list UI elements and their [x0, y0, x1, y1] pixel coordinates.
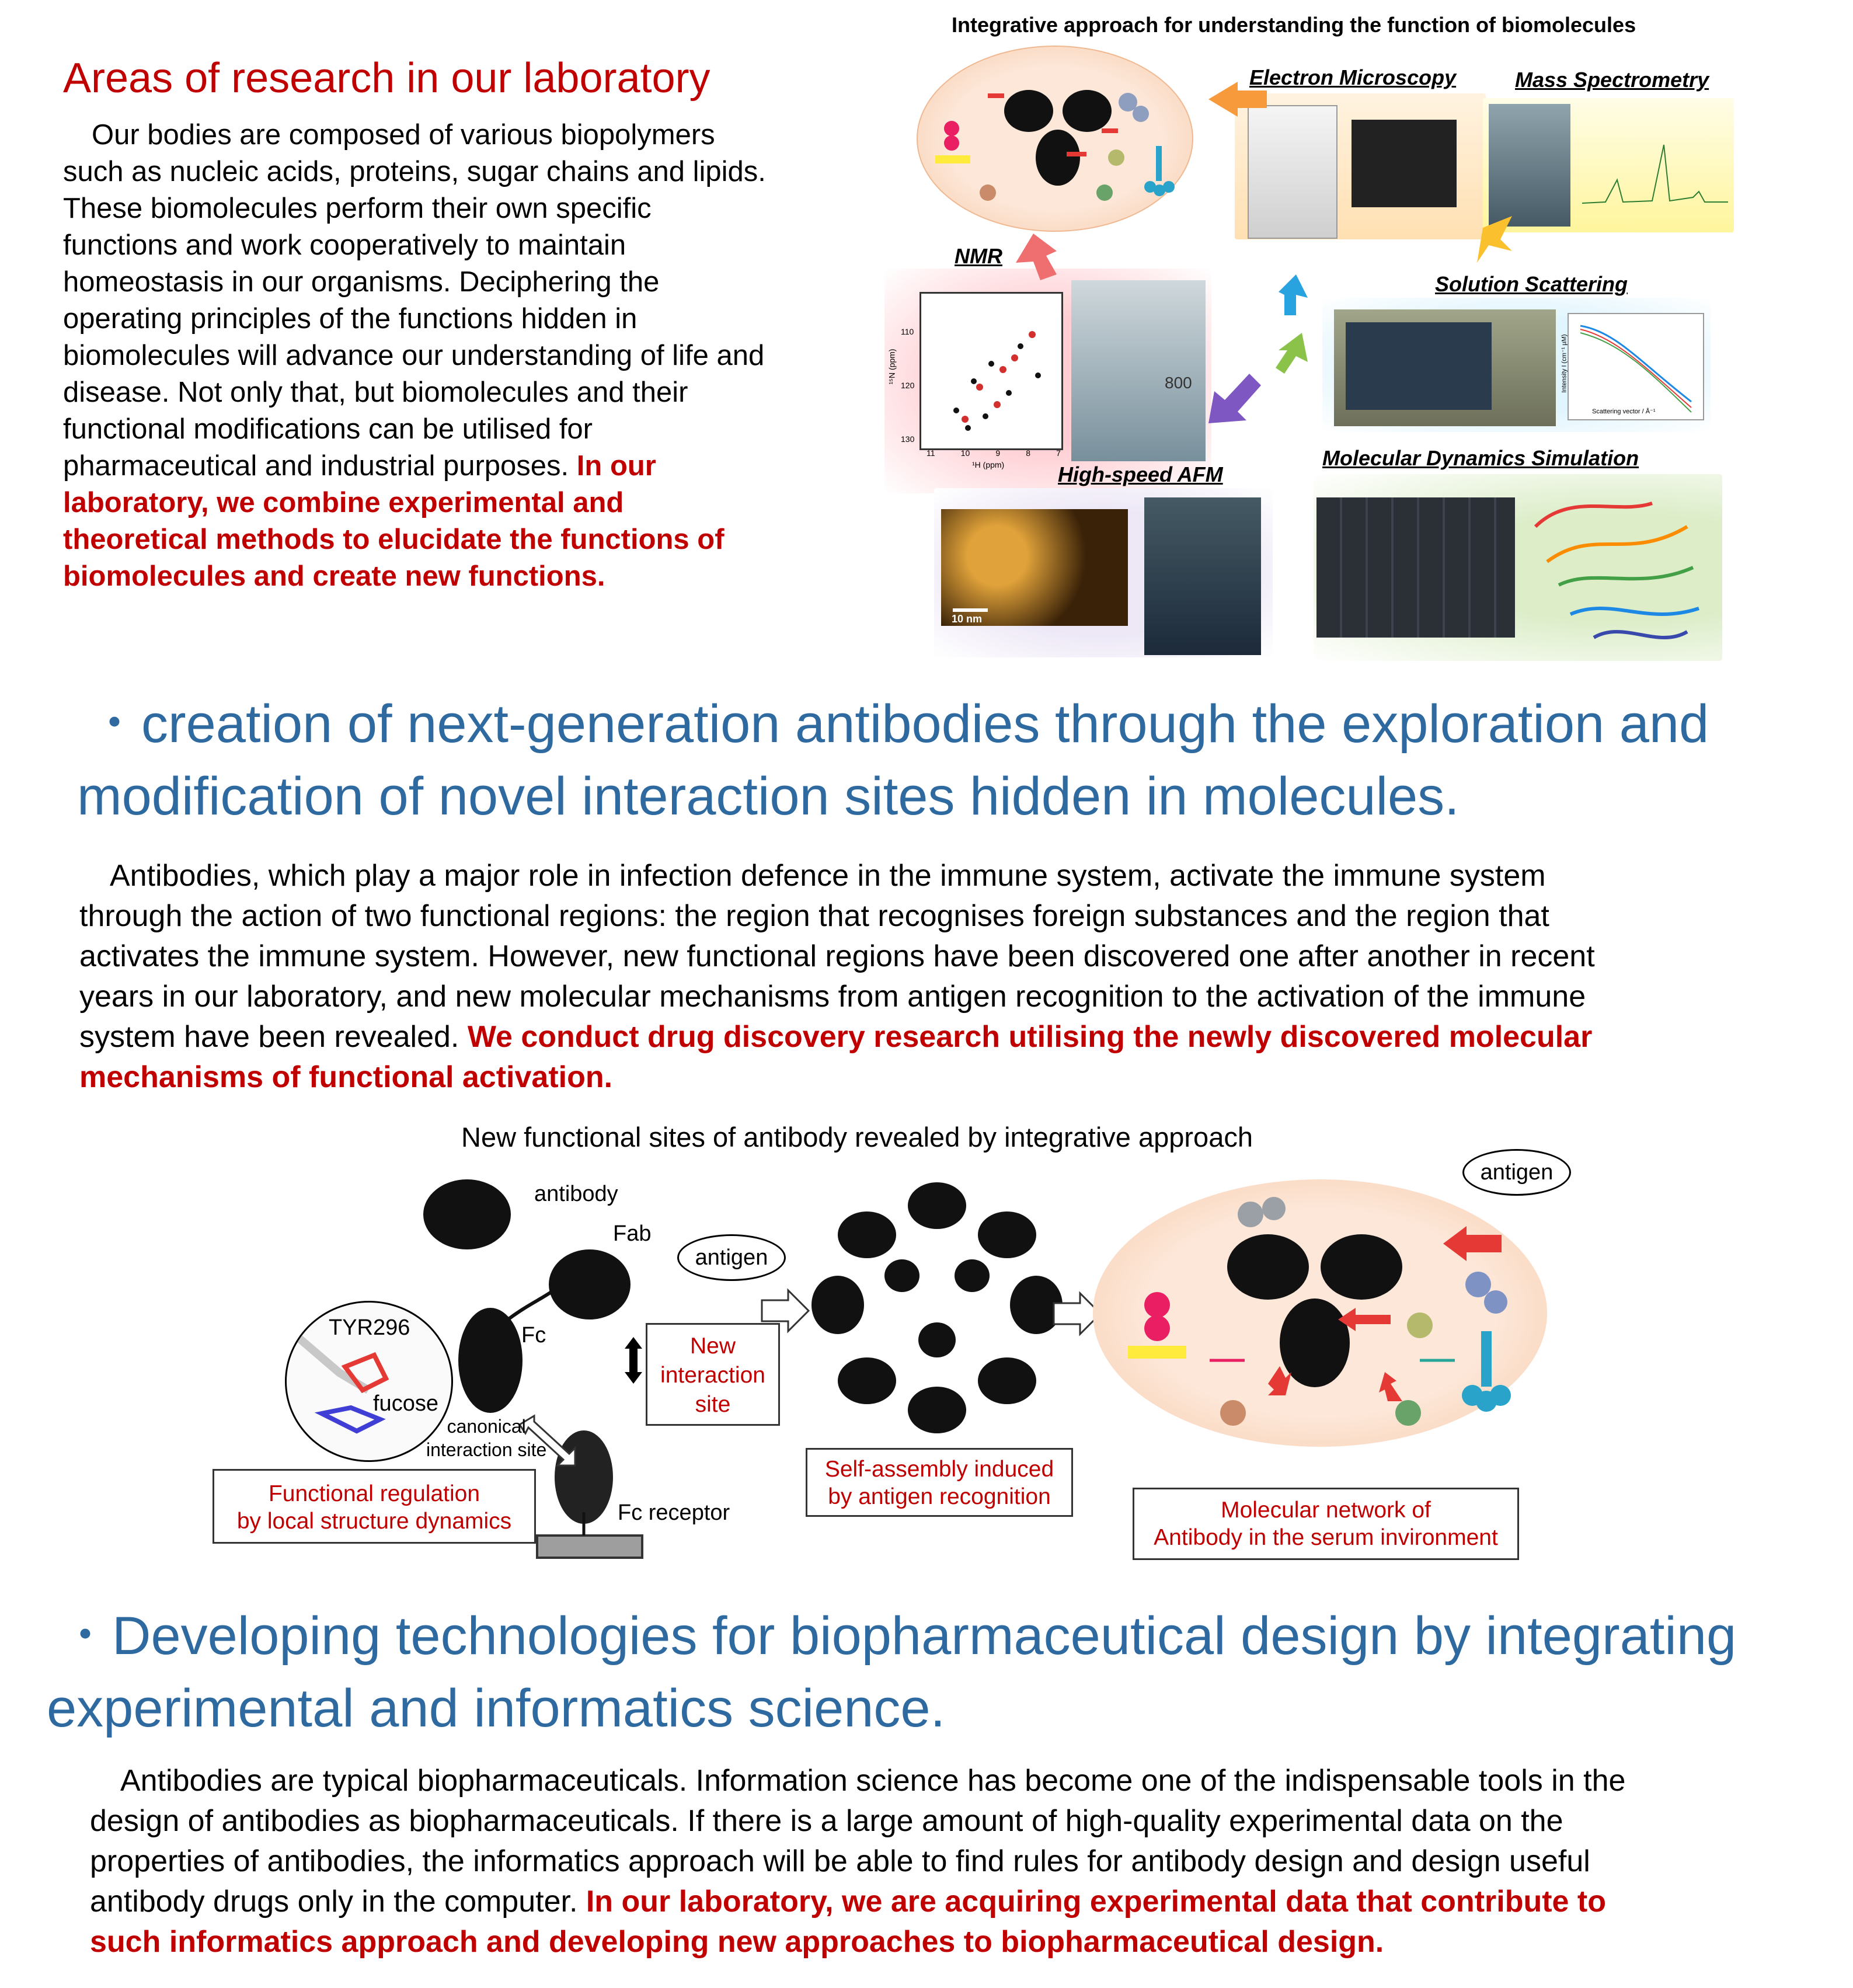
box-network — [1133, 1488, 1519, 1560]
label-fab: Fab — [613, 1221, 652, 1246]
em-label: Electron Microscopy — [1249, 65, 1457, 89]
heading-line: modification of novel interaction sites hidden in molecules. — [77, 767, 1460, 826]
label-fucose: fucose — [373, 1391, 438, 1416]
tick-label: 120 — [901, 381, 915, 390]
label-canonical-line: interaction site — [426, 1439, 547, 1460]
figure1-title: Integrative approach for understanding the function of biomolecules — [952, 13, 1636, 37]
flow-arrow-1 — [759, 1287, 811, 1334]
figure2-title: New functional sites of antibody revealed by integrative approach — [461, 1122, 1253, 1153]
afm-panel — [934, 488, 1273, 657]
afm-scale-bar — [953, 608, 988, 612]
box-line: Molecular network of — [1221, 1498, 1431, 1523]
label-canonical-line: canonical — [447, 1416, 526, 1437]
arrow-nmr — [1010, 228, 1080, 286]
para-line: Our bodies are composed of various biopolymers — [63, 119, 715, 151]
para-highlight: laboratory, we combine experimental and — [63, 487, 624, 518]
section3-heading — [47, 1600, 1737, 1745]
para-line: disease. Not only that, but biomolecules and their — [63, 377, 688, 408]
para-line: functional modifications can be utilised for — [63, 413, 593, 445]
md-supercomputer-photo — [1316, 497, 1515, 638]
tick-label: 10 — [960, 448, 970, 458]
md-panel — [1314, 474, 1722, 661]
arrow-saxs — [1279, 274, 1308, 315]
saxs-y-label: Intensity I (cm⁻¹ µM) — [1561, 334, 1568, 393]
afm-image — [941, 509, 1128, 626]
box-line: by antigen recognition — [828, 1484, 1051, 1509]
afm-instrument-photo — [1144, 497, 1261, 655]
para-line: Antibodies, which play a major role in infection defence in the immune system, activate the immune system — [79, 859, 1546, 893]
nmr-peaks — [921, 294, 1061, 448]
tick-label: 8 — [1026, 448, 1031, 458]
box-regulation — [213, 1469, 536, 1544]
network-ellipse-2 — [1093, 1179, 1547, 1447]
para-text: antibody drugs only in the computer. — [90, 1885, 586, 1919]
nmr-label: NMR — [955, 244, 1002, 268]
saxs-label: Solution Scattering — [1435, 272, 1628, 296]
nmr-y-label: ¹⁵N (ppm) — [887, 349, 897, 385]
network-svg — [918, 47, 1192, 231]
label-canonical — [426, 1415, 546, 1461]
ms-spectrum — [1582, 121, 1728, 209]
nmr-spectrum — [919, 292, 1063, 450]
label-fc: Fc — [521, 1323, 546, 1348]
tick-label: 130 — [901, 434, 915, 444]
tick-label: 110 — [901, 327, 914, 336]
heading-line: ・creation of next-generation antibodies through the exploration and — [88, 694, 1709, 754]
para-highlight: In our laboratory, we are acquiring experimental data that contribute to — [586, 1885, 1606, 1919]
para-line — [90, 1882, 1625, 1922]
para-line: homeostasis in our organisms. Deciphering the — [63, 266, 660, 298]
para-line — [63, 448, 845, 485]
box-line: site — [695, 1392, 731, 1417]
para-line: operating principles of the functions hidden in — [63, 303, 638, 335]
tick-label: 11 — [926, 448, 935, 458]
section2-heading — [77, 688, 1709, 833]
intro-paragraph — [63, 117, 845, 595]
heading-line: experimental and informatics science. — [47, 1679, 946, 1738]
heading-line: ・Developing technologies for biopharmaceutical design by integrating — [58, 1606, 1737, 1666]
para-text: pharmaceutical and industrial purposes. — [63, 450, 577, 482]
para-line — [79, 1017, 1595, 1057]
box-line: interaction — [660, 1363, 765, 1388]
arrow-md — [1276, 333, 1308, 374]
network2-svg — [1093, 1179, 1547, 1447]
nmr-magnet-text: 800 — [1165, 374, 1192, 392]
membrane — [537, 1536, 642, 1558]
para-highlight: biomolecules and create new functions. — [63, 560, 605, 592]
box-new-site — [646, 1323, 780, 1426]
ms-label: Mass Spectrometry — [1515, 68, 1709, 92]
saxs-plot — [1561, 313, 1704, 420]
para-line: functions and work cooperatively to maintain — [63, 229, 626, 261]
figure1-network-ellipse — [917, 46, 1193, 232]
page-title: Areas of research in our laboratory — [63, 55, 710, 102]
label-fc-receptor: Fc receptor — [618, 1500, 730, 1525]
para-line: activates the immune system. However, new functional regions have been discovered one after another in recent — [79, 939, 1595, 973]
tick-label: 9 — [995, 448, 1001, 458]
arrow-ms — [1477, 216, 1512, 263]
antigen-label: antigen — [1480, 1160, 1554, 1185]
box-line: New — [689, 1334, 736, 1359]
para-line: These biomolecules perform their own specific — [63, 193, 652, 224]
tick-label: 7 — [1056, 448, 1061, 458]
para-line: design of antibodies as biopharmaceuticals. If there is a large amount of high-quality experimental data on the — [90, 1804, 1563, 1838]
box-line: by local structure dynamics — [236, 1509, 512, 1534]
antigen-ellipse-1 — [677, 1234, 786, 1281]
para-line: biomolecules will advance our understanding of life and — [63, 340, 765, 371]
nmr-y-ticks — [901, 305, 914, 466]
antigen-label: antigen — [695, 1245, 768, 1270]
afm-scale-label: 10 nm — [952, 613, 983, 625]
para-highlight: such informatics approach and developing new approaches to biopharmaceutical design. — [90, 1925, 1384, 1959]
para-line: properties of antibodies, the informatics approach will be able to find rules for antibody design and design useful — [90, 1844, 1590, 1878]
para-text: system have been revealed. — [79, 1020, 468, 1054]
interaction-arrow — [625, 1337, 642, 1384]
section1 — [63, 50, 845, 595]
antigen-ellipse-2 — [1462, 1149, 1571, 1196]
box-line: Self-assembly induced — [824, 1457, 1054, 1482]
md-label: Molecular Dynamics Simulation — [1322, 446, 1639, 470]
section3-paragraph — [90, 1761, 1625, 1962]
box-self-assembly — [806, 1448, 1073, 1517]
nmr-x-ticks — [926, 448, 1061, 458]
box-line: Antibody in the serum invironment — [1154, 1525, 1498, 1550]
section2-paragraph — [79, 856, 1595, 1098]
afm-label: High-speed AFM — [1058, 462, 1223, 486]
arrow-afm — [1203, 368, 1273, 432]
label-antibody: antibody — [534, 1182, 618, 1206]
md-trajectory — [1524, 480, 1711, 655]
para-line: such as nucleic acids, proteins, sugar chains and lipids. — [63, 156, 766, 187]
para-highlight: In our — [576, 450, 656, 482]
box-line: Functional regulation — [268, 1481, 480, 1506]
label-tyr296: TYR296 — [329, 1315, 410, 1340]
para-highlight: We conduct drug discovery research utilising the newly discovered molecular — [467, 1020, 1593, 1054]
nmr-x-label: ¹H (ppm) — [972, 460, 1005, 469]
para-line: through the action of two functional regions: the region that recognises foreign substances and the region that — [79, 899, 1549, 933]
saxs-curves — [1569, 314, 1703, 419]
self-assembly-ring — [809, 1171, 1065, 1439]
arrow-em — [1208, 82, 1267, 117]
para-highlight: mechanisms of functional activation. — [79, 1060, 613, 1094]
para-line: Antibodies are typical biopharmaceuticals. Information science has become one of the indispensable tools in the — [90, 1764, 1626, 1798]
saxs-x-label: Scattering vector / Å⁻¹ — [1592, 408, 1656, 415]
para-line: years in our laboratory, and new molecular mechanisms from antigen recognition to the activation of the immune — [79, 980, 1586, 1014]
para-highlight: theoretical methods to elucidate the functions of — [63, 524, 725, 555]
